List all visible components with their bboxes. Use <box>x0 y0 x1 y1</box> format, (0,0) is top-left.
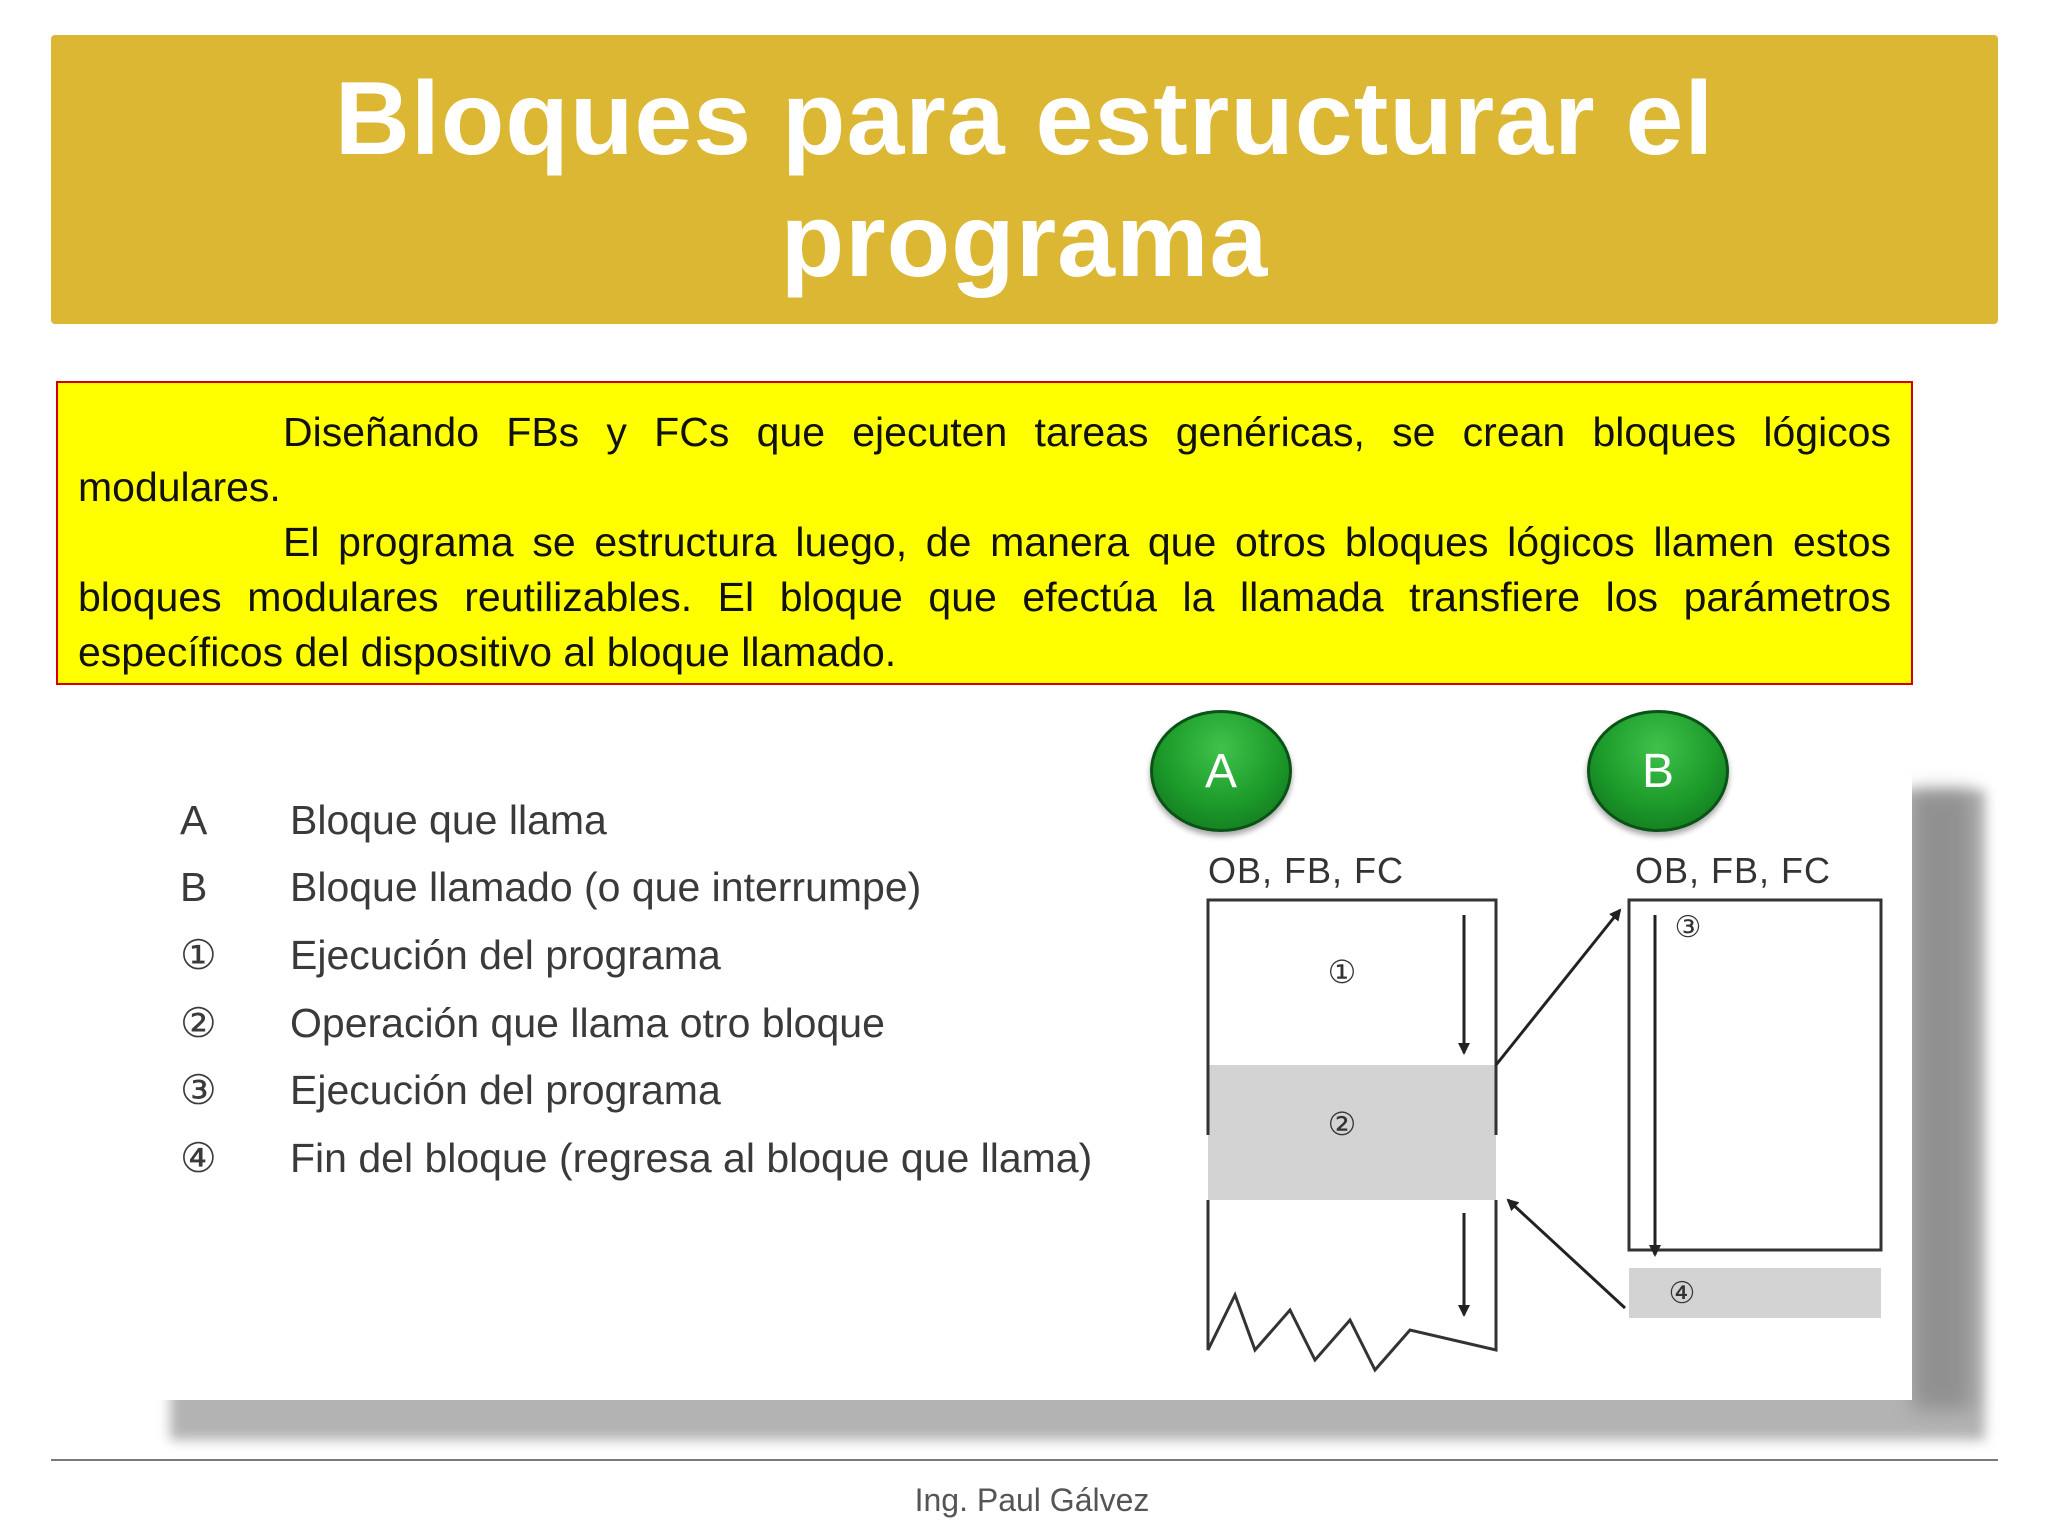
footer-author: Ing. Paul Gálvez <box>914 1482 1150 1518</box>
block-call-figure <box>150 744 1912 1400</box>
end-region <box>1629 1268 1881 1318</box>
legend-key: ① <box>180 932 217 978</box>
block-a-label: OB, FB, FC <box>1208 850 1405 891</box>
block-a-torn-edge <box>1208 1200 1496 1370</box>
figure-shadow-edge <box>1912 790 1972 1410</box>
legend-text: Ejecución del programa <box>290 1066 721 1113</box>
legend-text: Bloque que llama <box>290 796 607 843</box>
info-box <box>56 381 1913 685</box>
badge-a: A <box>1150 710 1292 832</box>
paragraph-1: Diseñando FBs y FCs que ejecuten tareas genéricas, se crean bloques lógicos modulares. <box>78 409 1891 510</box>
slide-title: Bloques para estructurar el programa <box>334 60 1715 299</box>
legend-key: ④ <box>180 1135 217 1181</box>
footer-divider <box>51 1459 1998 1461</box>
step-4-marker: ④ <box>1668 1276 1696 1311</box>
legend-key: ③ <box>180 1067 217 1113</box>
step-3-marker: ③ <box>1674 910 1702 945</box>
legend-key: B <box>180 863 208 910</box>
block-b-outline <box>1629 900 1881 1250</box>
legend-key: A <box>180 796 208 843</box>
badge-b: B <box>1587 710 1729 832</box>
block-b-label: OB, FB, FC <box>1635 850 1832 891</box>
legend-text: Ejecución del programa <box>290 931 721 978</box>
legend-text: Fin del bloque (regresa al bloque que llama) <box>290 1134 1093 1181</box>
return-arrow <box>1508 1200 1625 1308</box>
call-arrow <box>1496 910 1620 1065</box>
legend-text: Bloque llamado (o que interrumpe) <box>290 863 922 910</box>
paragraph-2: El programa se estructura luego, de manera que otros bloques lógicos llamen estos bloques modulares reutilizables. El bloque que efectúa la llamada transfiere los parámetros específicos del dispositivo al bloque llamado. <box>78 519 1891 675</box>
step-1-marker: ① <box>1327 953 1357 991</box>
title-banner <box>51 35 1998 324</box>
legend-key: ② <box>180 1000 217 1046</box>
step-2-marker: ② <box>1327 1105 1357 1143</box>
legend-text: Operación que llama otro bloque <box>290 999 885 1046</box>
